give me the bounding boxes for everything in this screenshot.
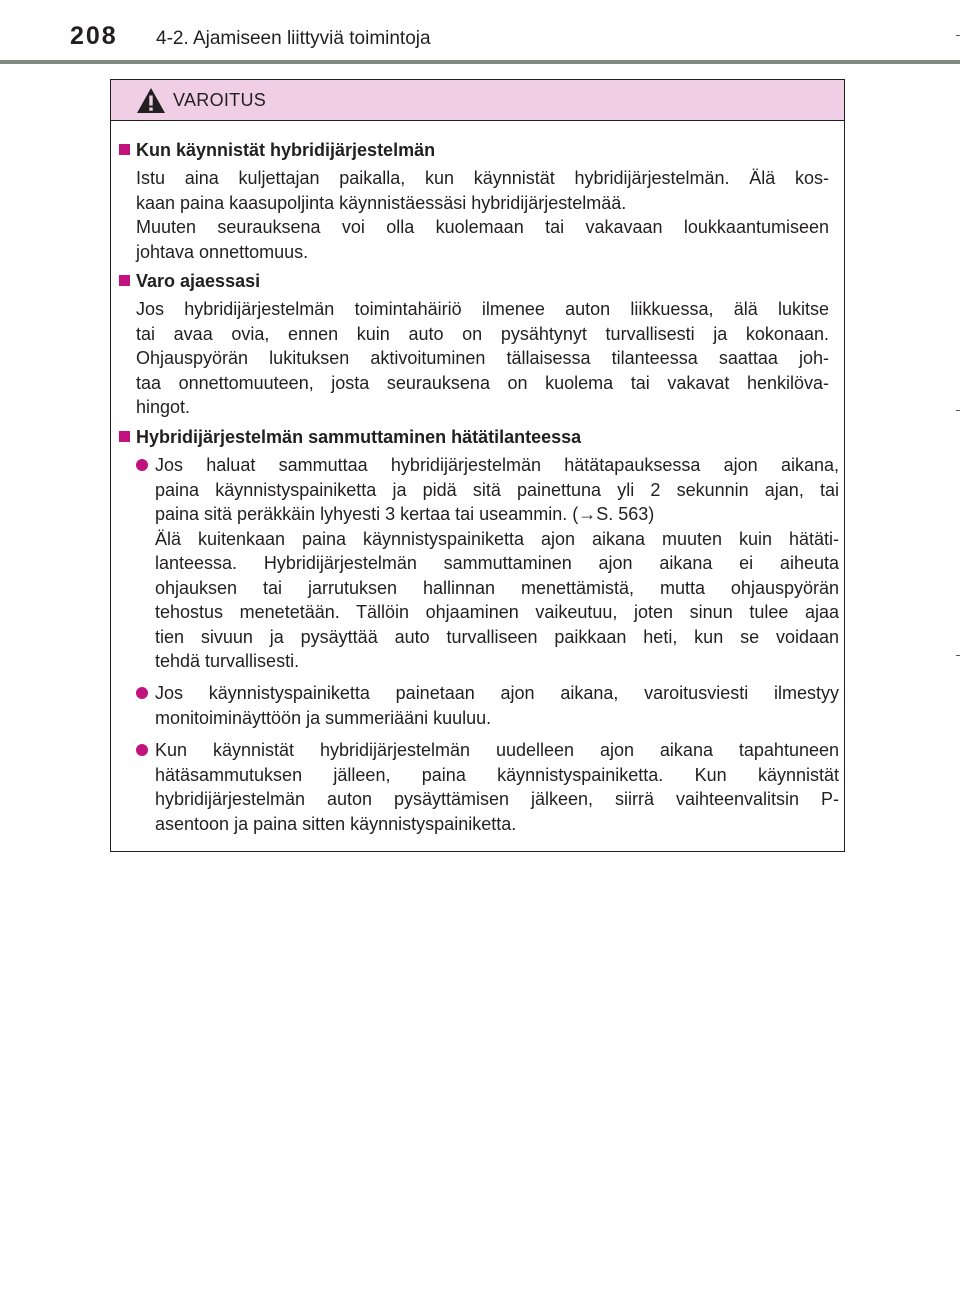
warning-box: [110, 79, 845, 852]
round-bullet-icon: [136, 687, 148, 699]
warning-title: VAROITUS: [173, 90, 267, 110]
page-header: [0, 0, 960, 66]
section-heading: Kun käynnistät hybridijärjestelmän: [119, 140, 435, 161]
round-bullet-icon: [136, 459, 148, 471]
square-bullet-icon: [119, 275, 130, 286]
square-bullet-icon: [119, 144, 130, 155]
warning-header: [111, 80, 844, 121]
round-bullet-icon: [136, 744, 148, 756]
list-item-text: Kun käynnistät hybridijärjestelmän uudelleen ajon aikana tapahtuneen hätäsammutuksen jälleen, paina käynnistyspainiketta. Kun käynnistät hybridijärjestelmän auton pysäyttämisen jälkeen, siirrä vaihteenvalitsin P- asentoon ja paina sitten käynnistyspainiketta.: [155, 740, 839, 834]
square-bullet-icon: [119, 431, 130, 442]
paragraph: Jos hybridijärjestelmän toimintahäiriö ilmenee auton liikkuessa, älä lukitse tai avaa ovia, ennen kuin auto on pysähtynyt turvallisesti ja kokonaan. Ohjauspyörän lukituksen aktivoituminen tällaisessa tilanteessa saattaa joh- taa onnettomuuteen, josta seurauksena on kuolema tai vakavat henkilöva- hingot.: [136, 299, 829, 417]
list-item-text: Jos käynnistyspainiketta painetaan ajon aikana, varoitusviesti ilmestyy monitoiminäyttöön ja summeriääni kuuluu.: [155, 683, 839, 728]
section-title: 4-2. Ajamiseen liittyviä toimintoja: [156, 28, 431, 49]
page-number: 208: [70, 22, 118, 50]
edge-tick: [956, 410, 960, 411]
warning-triangle-icon: [136, 87, 166, 114]
list-item-text: Jos haluat sammuttaa hybridijärjestelmän hätätapauksessa ajon aikana, paina käynnistyspainiketta ja pidä sitä painettuna yli 2 sekunnin ajan, tai paina sitä peräkkäin lyhyesti 3 kertaa tai useammin. (→S. 563) Älä kuitenkaan paina käynnistyspainiketta ajon aikana muuten kuin hätäti- lanteessa. Hybridijärjestelmän sammuttaminen ajon aikana ei aiheuta ohjauksen tai jarrutuksen hallinnan menettämistä, mutta ohjauspyörän tehostus menetetään. Tällöin ohjaaminen vaikeutuu, joten sinun tulee ajaa tien sivuun ja pysäyttää auto turvalliseen paikkaan heti, kun se voidaan tehdä turvallisesti.: [155, 455, 839, 671]
edge-tick: [956, 655, 960, 656]
header-rule: [0, 60, 960, 64]
section-heading: Varo ajaessasi: [119, 271, 260, 292]
paragraph: Istu aina kuljettajan paikalla, kun käynnistät hybridijärjestelmän. Älä kos- kaan paina kaasupoljinta käynnistäessäsi hybridijärjestelmää. Muuten seurauksena voi olla kuolemaan tai vakavaan loukkaantumiseen johtava onnettomuus.: [136, 168, 829, 262]
edge-tick: [956, 35, 960, 36]
section-heading: Hybridijärjestelmän sammuttaminen hätätilanteessa: [119, 427, 581, 448]
